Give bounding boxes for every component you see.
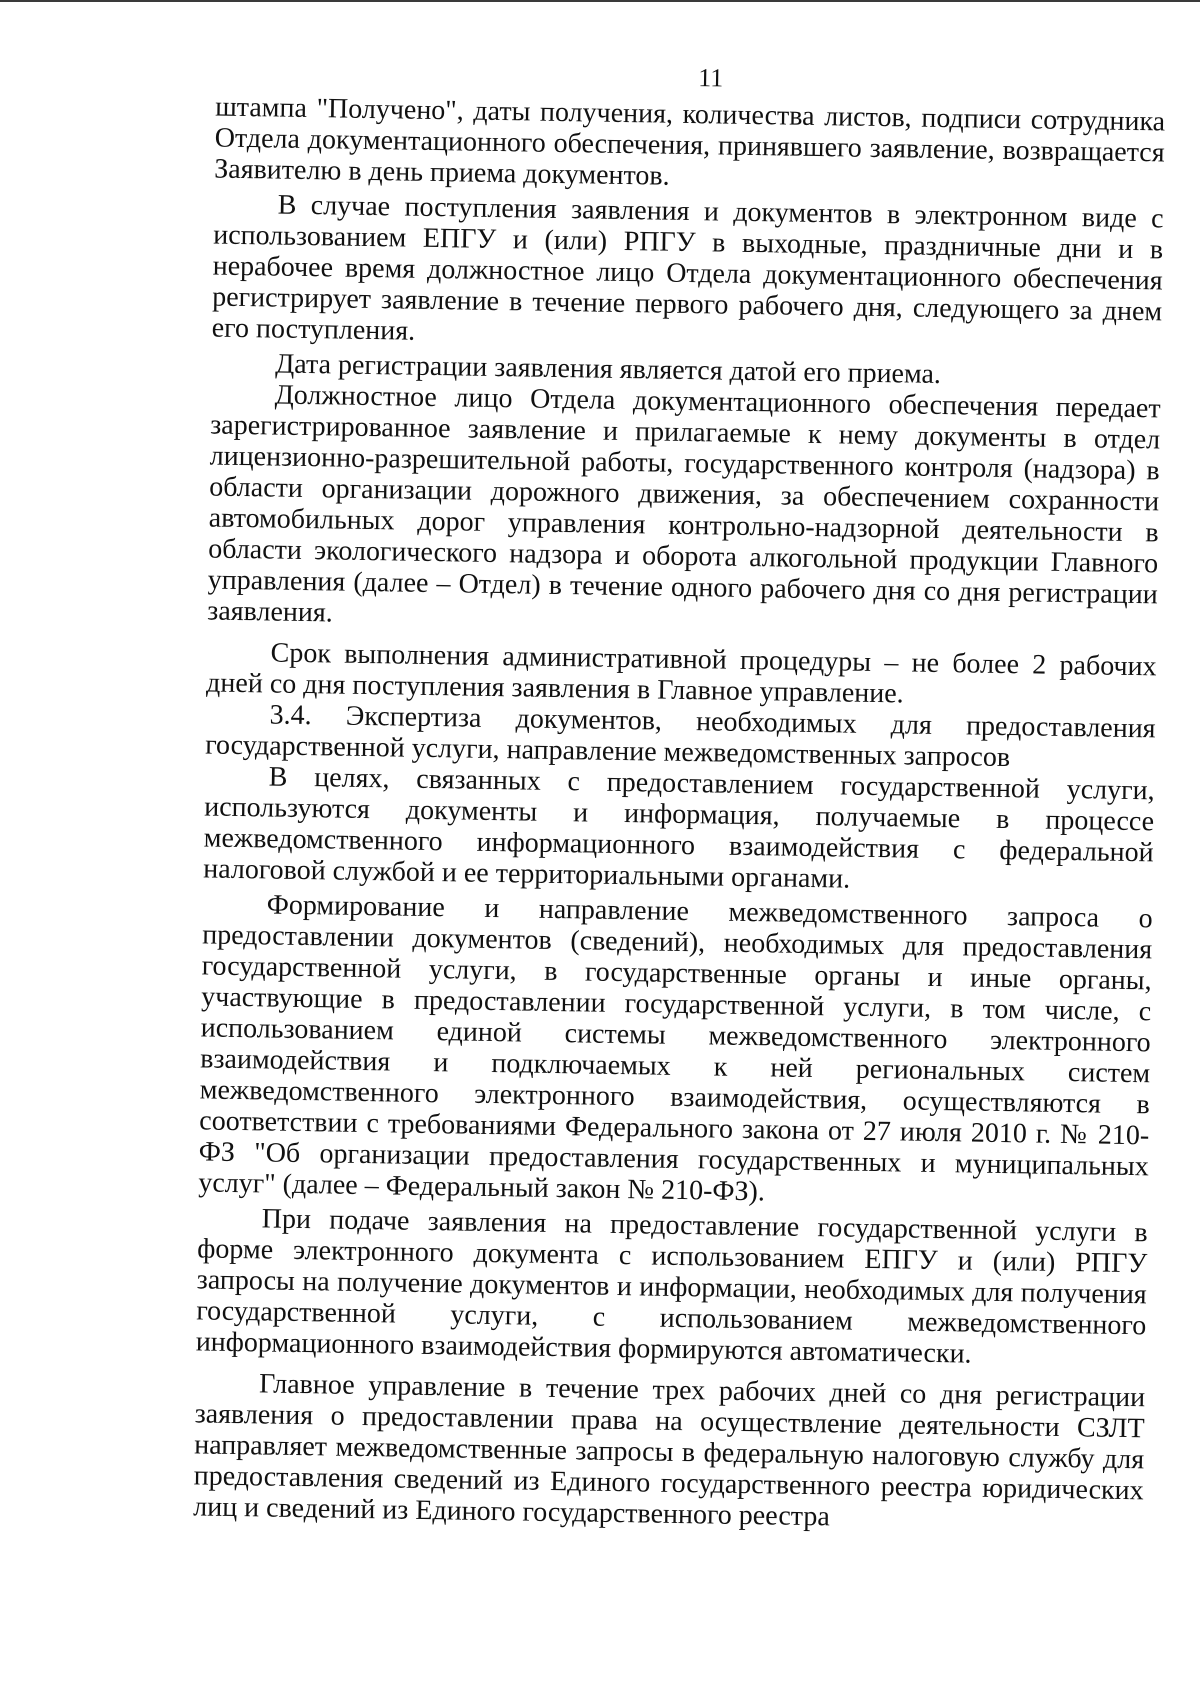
- document-page: [193, 55, 1166, 1538]
- section-heading-3-4: 3.4. Экспертиза документов, необходимых для предоставления государственной услуги, направление межведомственных запросов: [204, 699, 1156, 774]
- scan-edge: [0, 0, 1200, 2]
- paragraph-automatic-requests: При подаче заявления на предоставление государственной услуги в форме электронного документа с использованием ЕПГУ и (или) РПГУ запросы на получение документов и информации, необходимых для получения государственной услуги, с использованием межведомственного информационного взаимодействия формируются автоматически.: [195, 1203, 1148, 1370]
- paragraph-tax-service-requests: Главное управление в течение трех рабочих дней со дня регистрации заявления о предоставлении права на осуществление деятельности СЗЛТ направляет межведомственные запросы в федеральную налоговую службу для предоставления сведений из Единого государственного реестра юридических лиц и сведений из Единого государственного реестра: [193, 1368, 1146, 1533]
- paragraph-request-formation: Формирование и направление межведомственного запроса о предоставлении документов (сведений), необходимых для предоставления государственной услуги, в государственные органы и иные органы, участвующие в предоставлении государственной услуги, в том числе, с использованием единой системы межведомственного электронного взаимодействия и подключаемых к ней региональных систем межведомственного электронного взаимодействия, осуществляются в соответствии с требованиями Федерального закона от 27 июля 2010 г. № 210-ФЗ "Об организации предоставления государственных и муниципальных услуг" (далее – Федеральный закон № 210-ФЗ).: [198, 889, 1153, 1208]
- paragraph-electronic-submission: В случае поступления заявления и документов в электронном виде с использованием ЕПГУ и (или) РПГУ в выходные, праздничные дни и в нерабочее время должностное лицо Отдела документационного обеспечения регистрирует заявление в течение первого рабочего дня, следующего за днем его поступления.: [211, 189, 1164, 347]
- paragraph-stamp-return: штампа "Получено", даты получения, количества листов, подписи сотрудника Отдела документационного обеспечения, принявшего заявление, возвращается Заявителю в день приема документов.: [214, 91, 1166, 192]
- paragraph-procedure-term: Срок выполнения административной процедуры – не более 2 рабочих дней со дня поступления заявления в Главное управление.: [205, 637, 1157, 710]
- paragraph-transfer-to-department: Должностное лицо Отдела документационного обеспечения передает зарегистрированное заявление и прилагаемые к нему документы в отдел лицензионно-разрешительной работы, государственного контроля (надзора) в области организации дорожного движения, за обеспечением сохранности автомобильных дорог управления контрольно-надзорной деятельности в области экологического надзора и оборота алкогольной продукции Главного управления (далее – Отдел) в течение одного рабочего дня со дня регистрации заявления.: [207, 379, 1161, 629]
- page-number: 11: [697, 63, 724, 93]
- paragraph-registration-date: Дата регистрации заявления является датой его приема.: [274, 348, 942, 390]
- paragraph-interagency-information: В целях, связанных с предоставлением государственной услуги, используются документы и информация, получаемые в процессе межведомственного информационного взаимодействия с федеральной налоговой службой и ее территориальными органами.: [203, 761, 1155, 895]
